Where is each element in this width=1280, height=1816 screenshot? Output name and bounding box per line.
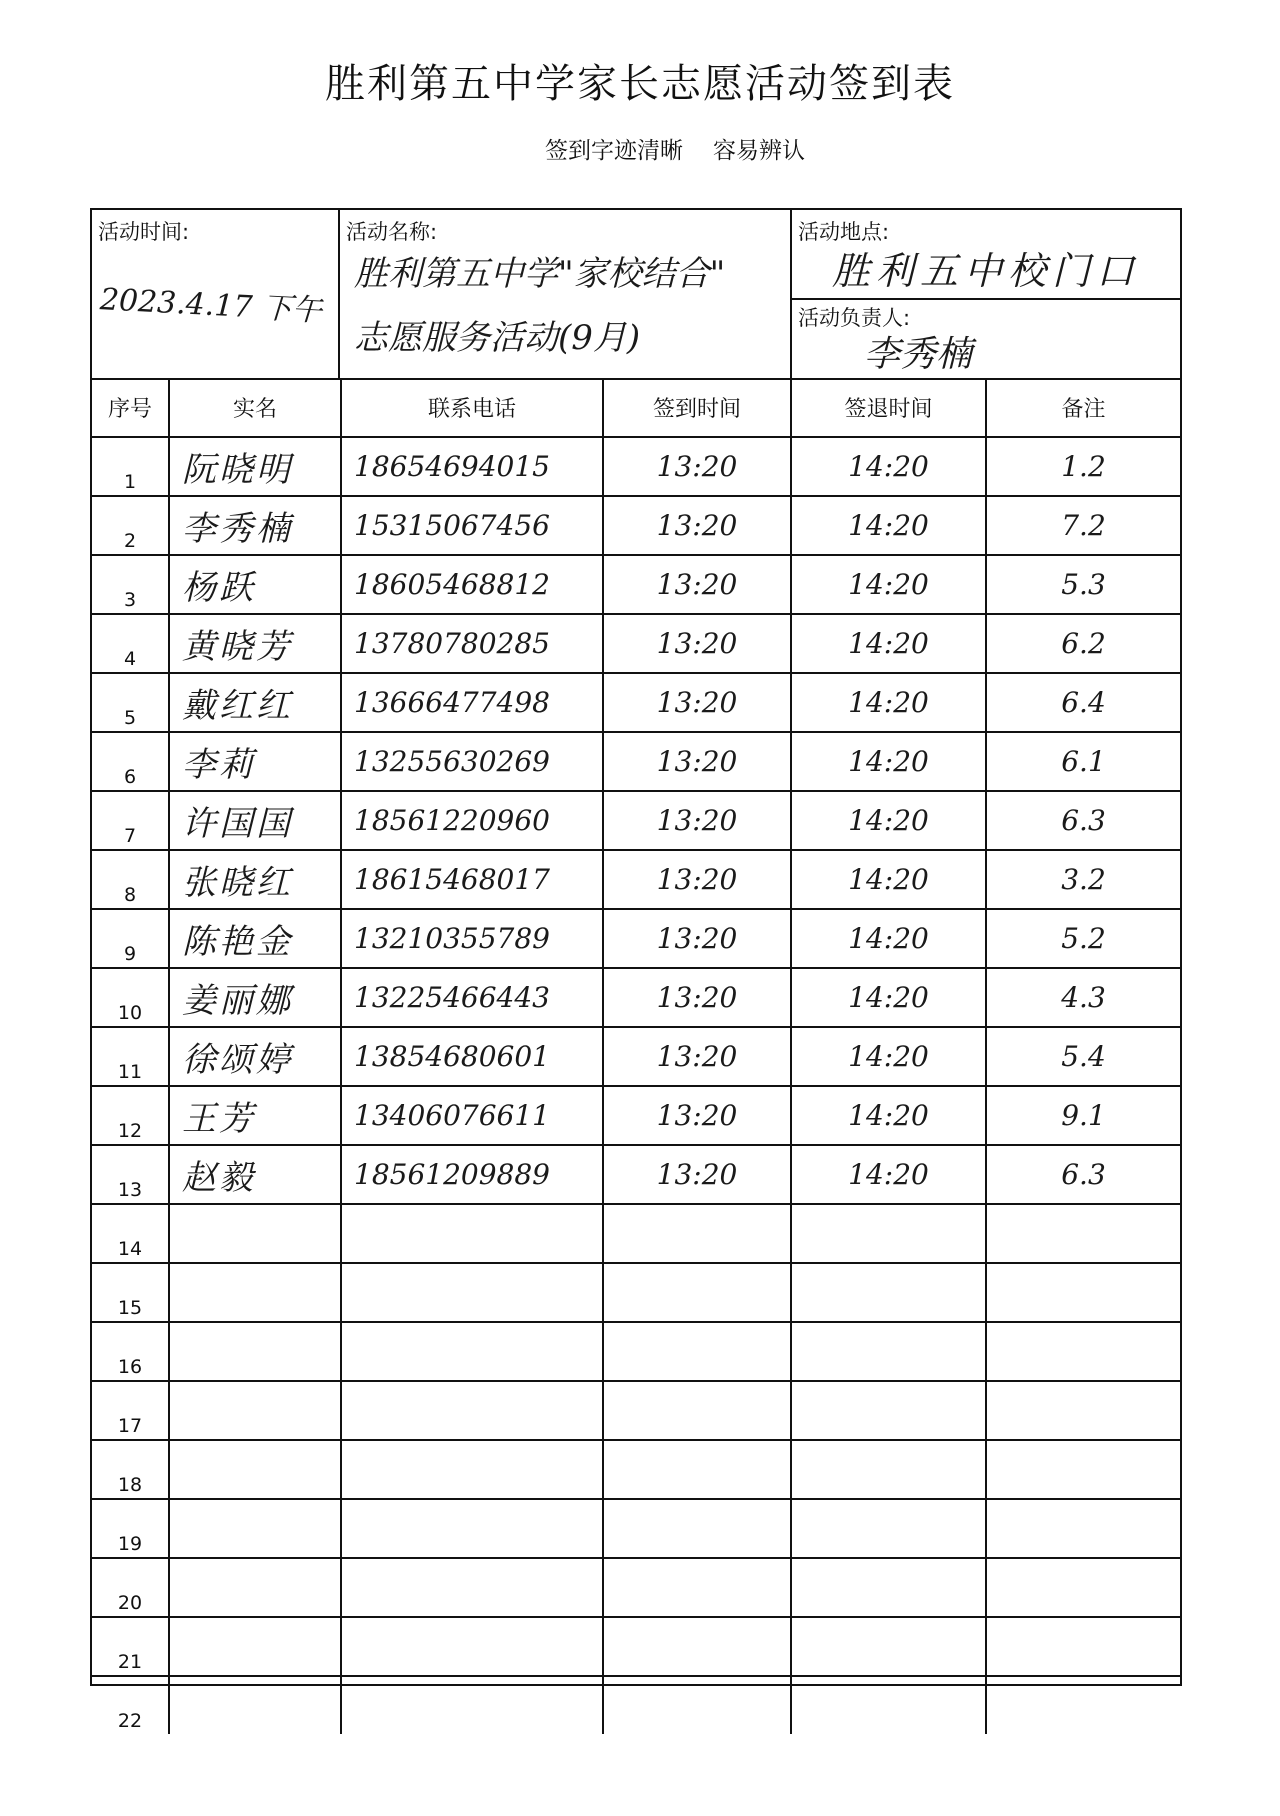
row-number: 20 bbox=[92, 1558, 169, 1617]
row-signout-time bbox=[791, 1322, 986, 1381]
row-note: 1.2 bbox=[986, 437, 1180, 496]
row-number: 2 bbox=[92, 496, 169, 555]
table-row bbox=[92, 1145, 1180, 1204]
activity-name-value-line2: 志愿服务活动(9月) bbox=[354, 318, 641, 358]
row-name bbox=[169, 1381, 341, 1440]
table-row bbox=[92, 1558, 1180, 1617]
row-signin-time: 13:20 bbox=[603, 437, 791, 496]
row-note: 9.1 bbox=[986, 1086, 1180, 1145]
row-signout-time bbox=[791, 1381, 986, 1440]
row-phone bbox=[341, 1204, 603, 1263]
row-signout-time bbox=[791, 1263, 986, 1322]
row-signin-time: 13:20 bbox=[603, 850, 791, 909]
row-number: 1 bbox=[92, 437, 169, 496]
row-note bbox=[986, 1499, 1180, 1558]
table-row bbox=[92, 909, 1180, 968]
row-phone: 13406076611 bbox=[341, 1086, 603, 1145]
row-note bbox=[986, 1381, 1180, 1440]
activity-location-value: 胜利五中校门口 bbox=[832, 249, 1141, 293]
table-row bbox=[92, 850, 1180, 909]
row-number: 6 bbox=[92, 732, 169, 791]
row-note bbox=[986, 1440, 1180, 1499]
row-number: 7 bbox=[92, 791, 169, 850]
row-phone: 13666477498 bbox=[341, 673, 603, 732]
row-note bbox=[986, 1204, 1180, 1263]
row-phone bbox=[341, 1381, 603, 1440]
row-signin-time bbox=[603, 1499, 791, 1558]
column-header-name: 实名 bbox=[169, 378, 341, 437]
row-name: 许国国 bbox=[169, 791, 341, 850]
table-row bbox=[92, 1617, 1180, 1676]
row-signin-time: 13:20 bbox=[603, 732, 791, 791]
row-number: 22 bbox=[92, 1676, 169, 1734]
activity-time-cell bbox=[92, 210, 340, 380]
row-signout-time: 14:20 bbox=[791, 1027, 986, 1086]
row-note bbox=[986, 1617, 1180, 1676]
row-signin-time: 13:20 bbox=[603, 1145, 791, 1204]
table-row bbox=[92, 673, 1180, 732]
row-signout-time bbox=[791, 1499, 986, 1558]
row-phone: 13255630269 bbox=[341, 732, 603, 791]
table-row bbox=[92, 1322, 1180, 1381]
row-phone bbox=[341, 1322, 603, 1381]
row-note bbox=[986, 1322, 1180, 1381]
row-signout-time bbox=[791, 1558, 986, 1617]
table-row bbox=[92, 791, 1180, 850]
row-name bbox=[169, 1204, 341, 1263]
row-note: 6.3 bbox=[986, 1145, 1180, 1204]
row-note: 5.4 bbox=[986, 1027, 1180, 1086]
table-row bbox=[92, 555, 1180, 614]
column-header-note: 备注 bbox=[986, 378, 1180, 437]
row-number: 11 bbox=[92, 1027, 169, 1086]
activity-time-value: 2023.4.17 下午 bbox=[99, 282, 323, 329]
row-number: 15 bbox=[92, 1263, 169, 1322]
row-name: 赵毅 bbox=[169, 1145, 341, 1204]
row-name: 李莉 bbox=[169, 732, 341, 791]
row-name: 徐颂婷 bbox=[169, 1027, 341, 1086]
row-number: 18 bbox=[92, 1440, 169, 1499]
row-note: 6.3 bbox=[986, 791, 1180, 850]
row-phone: 13780780285 bbox=[341, 614, 603, 673]
row-signin-time: 13:20 bbox=[603, 1027, 791, 1086]
row-number: 10 bbox=[92, 968, 169, 1027]
row-name bbox=[169, 1676, 341, 1734]
row-signout-time: 14:20 bbox=[791, 437, 986, 496]
row-number: 14 bbox=[92, 1204, 169, 1263]
table-row bbox=[92, 1027, 1180, 1086]
row-note: 6.2 bbox=[986, 614, 1180, 673]
row-signin-time: 13:20 bbox=[603, 673, 791, 732]
table-row bbox=[92, 1440, 1180, 1499]
row-name: 戴红红 bbox=[169, 673, 341, 732]
row-name bbox=[169, 1263, 341, 1322]
row-note: 5.2 bbox=[986, 909, 1180, 968]
activity-name-cell bbox=[340, 210, 792, 380]
table-row bbox=[92, 1381, 1180, 1440]
row-name: 张晓红 bbox=[169, 850, 341, 909]
row-signout-time bbox=[791, 1617, 986, 1676]
row-number: 5 bbox=[92, 673, 169, 732]
row-name: 王芳 bbox=[169, 1086, 341, 1145]
table-header-row bbox=[92, 378, 1180, 437]
row-number: 12 bbox=[92, 1086, 169, 1145]
table-row bbox=[92, 732, 1180, 791]
row-number: 8 bbox=[92, 850, 169, 909]
row-number: 21 bbox=[92, 1617, 169, 1676]
row-note: 6.1 bbox=[986, 732, 1180, 791]
row-signout-time: 14:20 bbox=[791, 496, 986, 555]
row-name: 李秀楠 bbox=[169, 496, 341, 555]
row-signin-time: 13:20 bbox=[603, 791, 791, 850]
row-name bbox=[169, 1558, 341, 1617]
row-phone: 18561220960 bbox=[341, 791, 603, 850]
row-number: 4 bbox=[92, 614, 169, 673]
row-phone bbox=[341, 1499, 603, 1558]
row-signout-time: 14:20 bbox=[791, 732, 986, 791]
row-signout-time bbox=[791, 1676, 986, 1734]
row-note: 4.3 bbox=[986, 968, 1180, 1027]
row-signout-time: 14:20 bbox=[791, 791, 986, 850]
table-row bbox=[92, 496, 1180, 555]
activity-name-value-line1: 胜利第五中学"家校结合" bbox=[354, 254, 726, 294]
row-signin-time: 13:20 bbox=[603, 1086, 791, 1145]
row-signin-time: 13:20 bbox=[603, 555, 791, 614]
activity-location-cell bbox=[792, 210, 1182, 380]
signin-table bbox=[92, 378, 1180, 1734]
row-signout-time: 14:20 bbox=[791, 1086, 986, 1145]
row-phone bbox=[341, 1440, 603, 1499]
row-signout-time: 14:20 bbox=[791, 1145, 986, 1204]
table-row bbox=[92, 968, 1180, 1027]
table-row bbox=[92, 437, 1180, 496]
row-note bbox=[986, 1676, 1180, 1734]
row-signin-time bbox=[603, 1322, 791, 1381]
row-phone: 18605468812 bbox=[341, 555, 603, 614]
row-name: 黄晓芳 bbox=[169, 614, 341, 673]
row-signout-time: 14:20 bbox=[791, 850, 986, 909]
activity-time-label: 活动时间: bbox=[98, 220, 190, 244]
form-subtitle bbox=[0, 132, 1280, 165]
row-note: 6.4 bbox=[986, 673, 1180, 732]
row-signin-time bbox=[603, 1204, 791, 1263]
row-signin-time: 13:20 bbox=[603, 909, 791, 968]
row-signin-time: 13:20 bbox=[603, 968, 791, 1027]
table-row bbox=[92, 1086, 1180, 1145]
form-title: 胜利第五中学家长志愿活动签到表 bbox=[325, 61, 955, 107]
row-number: 13 bbox=[92, 1145, 169, 1204]
row-name: 陈艳金 bbox=[169, 909, 341, 968]
row-number: 3 bbox=[92, 555, 169, 614]
row-signout-time: 14:20 bbox=[791, 614, 986, 673]
table-row bbox=[92, 1676, 1180, 1734]
subtitle-part-2: 容易辨认 bbox=[713, 138, 805, 164]
row-phone bbox=[341, 1263, 603, 1322]
row-signin-time bbox=[603, 1263, 791, 1322]
row-signout-time bbox=[791, 1204, 986, 1263]
row-note bbox=[986, 1558, 1180, 1617]
column-header-signout-time: 签退时间 bbox=[791, 378, 986, 437]
row-note: 3.2 bbox=[986, 850, 1180, 909]
column-header-seq: 序号 bbox=[92, 378, 169, 437]
table-row bbox=[92, 1204, 1180, 1263]
row-name: 杨跃 bbox=[169, 555, 341, 614]
row-number: 16 bbox=[92, 1322, 169, 1381]
row-name bbox=[169, 1440, 341, 1499]
activity-name-label: 活动名称: bbox=[346, 220, 438, 244]
row-signout-time: 14:20 bbox=[791, 909, 986, 968]
row-note bbox=[986, 1263, 1180, 1322]
row-phone: 13854680601 bbox=[341, 1027, 603, 1086]
row-signin-time bbox=[603, 1558, 791, 1617]
row-name bbox=[169, 1499, 341, 1558]
row-name bbox=[169, 1322, 341, 1381]
row-phone: 18561209889 bbox=[341, 1145, 603, 1204]
row-phone: 18654694015 bbox=[341, 437, 603, 496]
row-signout-time: 14:20 bbox=[791, 555, 986, 614]
row-name: 姜丽娜 bbox=[169, 968, 341, 1027]
row-phone bbox=[341, 1617, 603, 1676]
row-name bbox=[169, 1617, 341, 1676]
row-phone: 18615468017 bbox=[341, 850, 603, 909]
column-header-signin-time: 签到时间 bbox=[603, 378, 791, 437]
row-note: 5.3 bbox=[986, 555, 1180, 614]
header-divider bbox=[792, 298, 1182, 300]
table-row bbox=[92, 1263, 1180, 1322]
row-signin-time: 13:20 bbox=[603, 614, 791, 673]
row-number: 17 bbox=[92, 1381, 169, 1440]
row-signout-time: 14:20 bbox=[791, 968, 986, 1027]
row-phone bbox=[341, 1558, 603, 1617]
activity-owner-value: 李秀楠 bbox=[864, 334, 973, 375]
row-number: 9 bbox=[92, 909, 169, 968]
row-phone: 15315067456 bbox=[341, 496, 603, 555]
row-signin-time bbox=[603, 1381, 791, 1440]
row-phone: 13225466443 bbox=[341, 968, 603, 1027]
row-signin-time: 13:20 bbox=[603, 496, 791, 555]
row-number: 19 bbox=[92, 1499, 169, 1558]
column-header-phone: 联系电话 bbox=[341, 378, 603, 437]
row-phone: 13210355789 bbox=[341, 909, 603, 968]
row-signin-time bbox=[603, 1676, 791, 1734]
signin-sheet bbox=[90, 208, 1182, 1732]
row-name: 阮晓明 bbox=[169, 437, 341, 496]
table-row bbox=[92, 1499, 1180, 1558]
activity-location-label: 活动地点: bbox=[798, 220, 890, 244]
row-note: 7.2 bbox=[986, 496, 1180, 555]
row-signout-time bbox=[791, 1440, 986, 1499]
row-phone bbox=[341, 1676, 603, 1734]
row-signin-time bbox=[603, 1617, 791, 1676]
activity-owner-label: 活动负责人: bbox=[798, 306, 911, 330]
subtitle-part-1: 签到字迹清晰 bbox=[545, 138, 683, 164]
table-row bbox=[92, 614, 1180, 673]
row-signout-time: 14:20 bbox=[791, 673, 986, 732]
row-signin-time bbox=[603, 1440, 791, 1499]
